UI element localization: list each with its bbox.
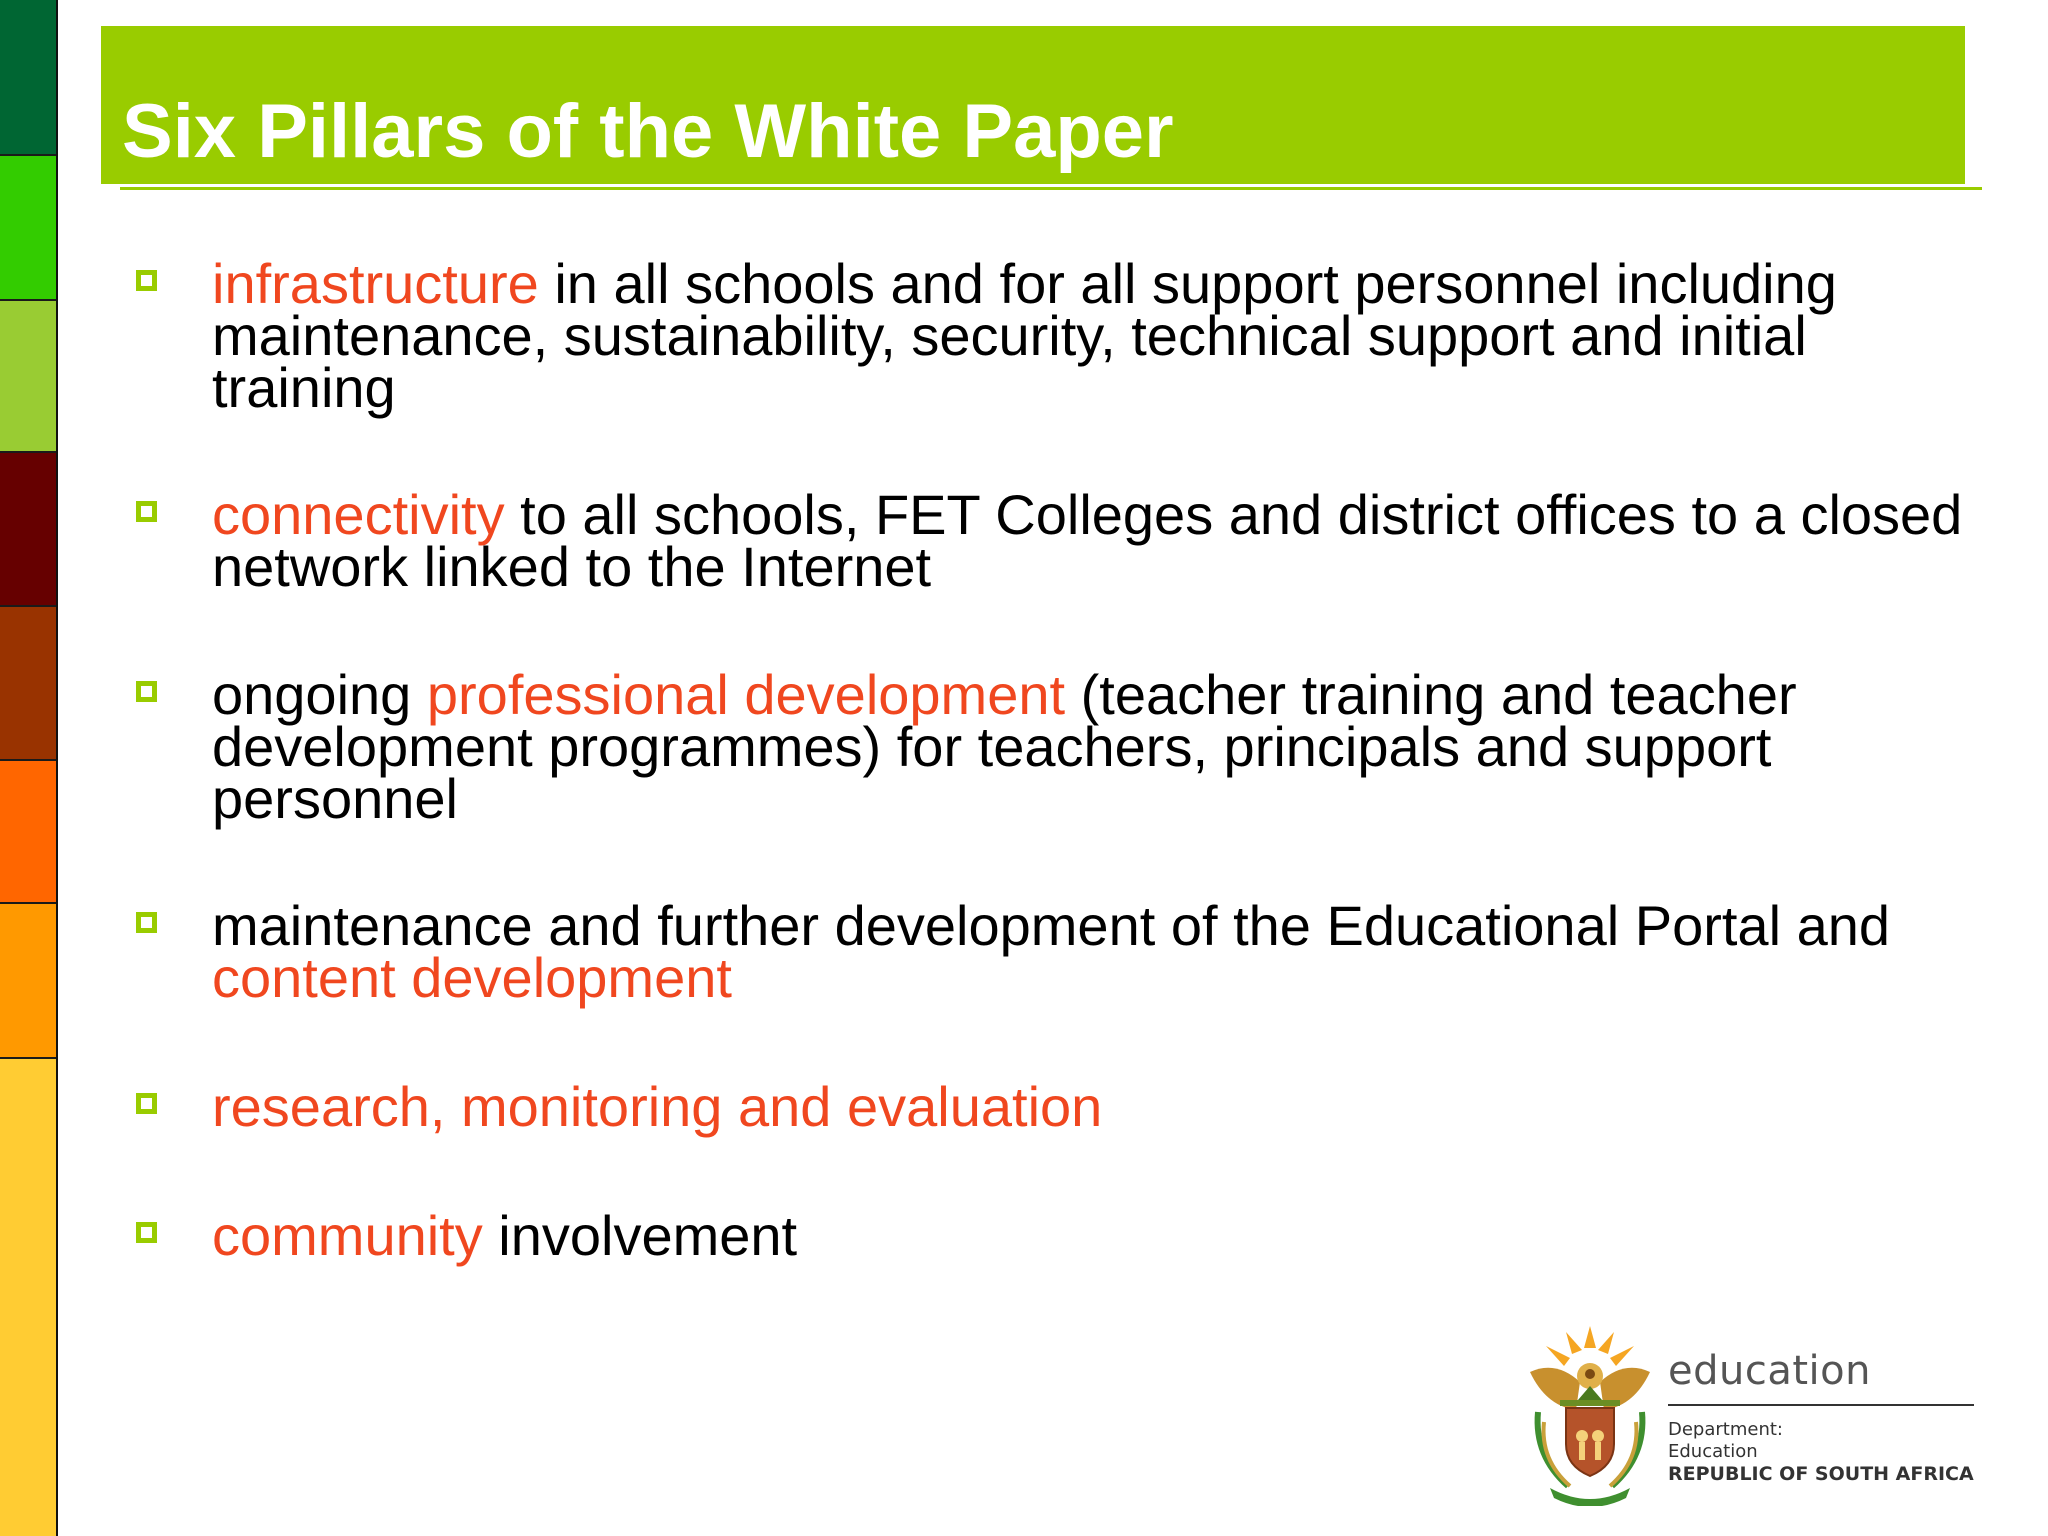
square-bullet-icon	[136, 501, 157, 522]
logo-country-label: REPUBLIC OF SOUTH AFRICA	[1668, 1463, 1974, 1485]
square-bullet-icon	[136, 912, 157, 933]
bullet-text	[212, 252, 1972, 419]
bullet-text	[212, 1075, 1972, 1138]
body-text: maintenance and further development of the Educational Portal and	[212, 894, 1891, 957]
highlight-text: infrastructure	[212, 252, 539, 315]
body-text: to all schools, FET Colleges and district offices to a closed network linked to the Internet	[212, 483, 1963, 598]
highlight-text: content development	[212, 946, 732, 1009]
bullet-text	[212, 663, 1972, 830]
body-text: in all schools and for all support personnel including maintenance, sustainability, security, technical support and initial training	[212, 252, 1837, 419]
south-africa-coat-of-arms-icon	[1516, 1326, 1664, 1506]
bullet-text	[212, 1204, 1972, 1267]
logo-wordmark: education	[1668, 1348, 1871, 1394]
square-bullet-icon	[136, 681, 157, 702]
highlight-text: connectivity	[212, 483, 505, 546]
logo-education-label: Education	[1668, 1441, 1758, 1462]
department-logo	[1516, 1326, 1996, 1506]
body-text: (teacher training and teacher development programmes) for teachers, principals and support personnel	[212, 663, 1797, 830]
bullet-text	[212, 894, 1972, 1009]
slide-title: Six Pillars of the White Paper	[122, 89, 1174, 174]
logo-department-label: Department:	[1668, 1419, 1783, 1440]
logo-divider	[1668, 1404, 1974, 1406]
highlight-text: community	[212, 1204, 483, 1267]
bullet-text	[212, 483, 1972, 598]
square-bullet-icon	[136, 270, 157, 291]
body-text: ongoing	[212, 663, 427, 726]
body-text: involvement	[482, 1204, 798, 1267]
square-bullet-icon	[136, 1222, 157, 1243]
square-bullet-icon	[136, 1093, 157, 1114]
highlight-text: research, monitoring and evaluation	[212, 1075, 1103, 1138]
highlight-text: professional development	[426, 663, 1066, 726]
